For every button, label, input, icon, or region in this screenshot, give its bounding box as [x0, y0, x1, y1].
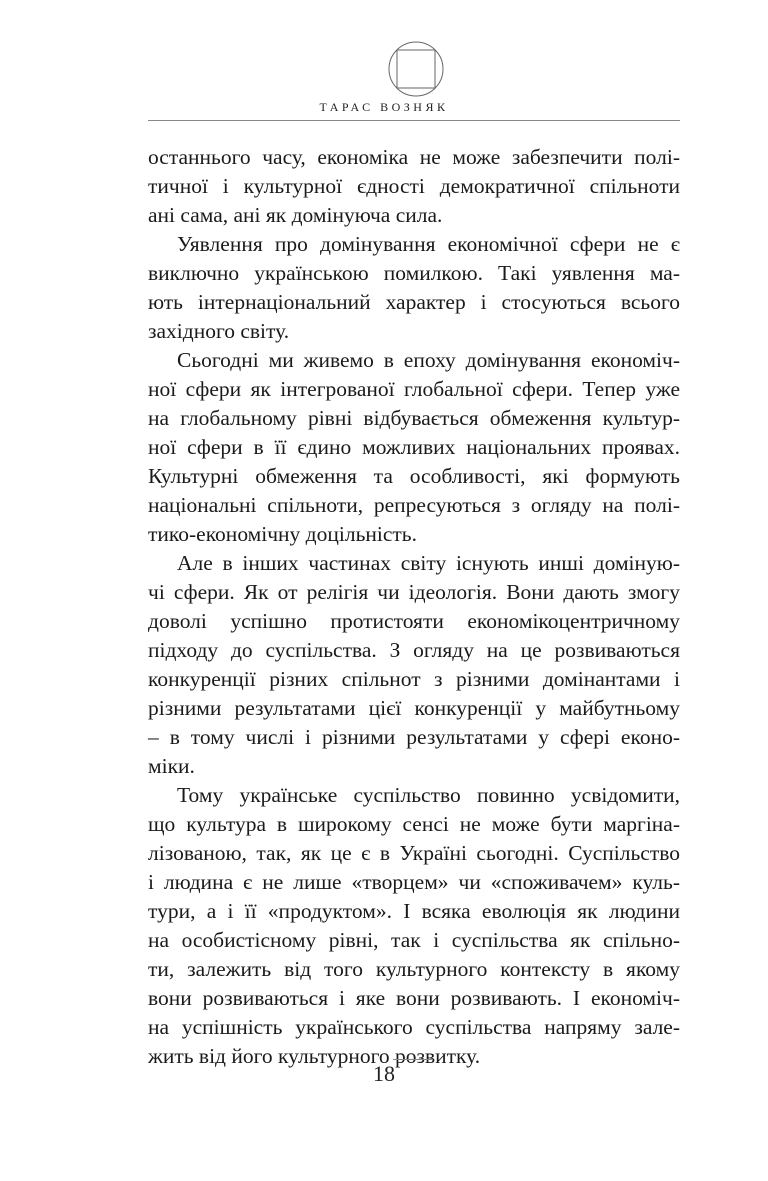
text-line: підходу до суспільства. З огляду на це розвиваються — [148, 638, 680, 662]
text-line: ані сама, ані як домінуюча сила. — [148, 203, 443, 227]
header-divider — [148, 120, 680, 121]
text-line: Тому українське суспільство повинно усвідомити, — [177, 783, 680, 807]
text-line: на особистісному рівні, так і суспільства як спільно- — [148, 928, 680, 952]
text-line: на глобальному рівні відбувається обмеження культур- — [148, 406, 680, 430]
text-line: жить від його культурного розвитку. — [148, 1044, 481, 1068]
publisher-emblem-icon — [387, 40, 445, 98]
text-line: Але в інших частинах світу існують инші доміную- — [177, 551, 680, 575]
text-line: останнього часу, економіка не може забезпечити полі- — [148, 145, 680, 169]
page-number: 18 — [373, 1061, 395, 1086]
text-line: виключно українською помилкою. Такі уявлення ма- — [148, 261, 680, 285]
body-text — [148, 143, 680, 1071]
running-head-author: ТАРАС ВОЗНЯК — [319, 100, 449, 114]
text-line: різними результатами цієї конкуренції у майбутньому — [148, 696, 680, 720]
text-line: що культура в широкому сенсі не може бути маргіна- — [148, 812, 680, 836]
text-line: міки. — [148, 754, 195, 778]
text-line: Культурні обмеження та особливості, які формують — [148, 464, 680, 488]
text-line: тико-економічну доцільність. — [148, 522, 417, 546]
text-line: чі сфери. Як от релігія чи ідеологія. Вони дають змогу — [148, 580, 680, 604]
text-line: ної сфери в її єдино можливих національних проявах. — [148, 435, 680, 459]
text-line: тури, а і її «продуктом». І всяка еволюція як людини — [148, 899, 680, 923]
text-line: і людина є не лише «творцем» чи «споживачем» куль- — [148, 870, 680, 894]
text-line: вони розвиваються і яке вони розвивають. І економіч- — [148, 986, 680, 1010]
text-line: Уявлення про домінування економічної сфери не є — [177, 232, 680, 256]
text-line: Сьогодні ми живемо в епоху домінування економіч- — [177, 348, 680, 372]
text-line: західного світу. — [148, 319, 290, 343]
text-line: ти, залежить від того культурного контексту в якому — [148, 957, 680, 981]
footer-divider — [393, 1059, 433, 1060]
text-line: тичної і культурної єдності демократичної спільноти — [148, 174, 680, 198]
text-line: національні спільноти, репресуються з огляду на полі- — [148, 493, 680, 517]
text-line: доволі успішно протистояти економікоцентричному — [148, 609, 680, 633]
text-line: ної сфери як інтегрованої глобальної сфери. Тепер уже — [148, 377, 680, 401]
text-line: лізованою, так, як це є в Україні сьогодні. Суспільство — [148, 841, 680, 865]
text-line: конкуренції різних спільнот з різними домінантами і — [148, 667, 680, 691]
text-line: на успішність українського суспільства напряму зале- — [148, 1015, 680, 1039]
text-line: – в тому числі і різними результатами у сфері еконо- — [148, 725, 680, 749]
text-line: ють інтернаціональний характер і стосуються всього — [148, 290, 680, 314]
